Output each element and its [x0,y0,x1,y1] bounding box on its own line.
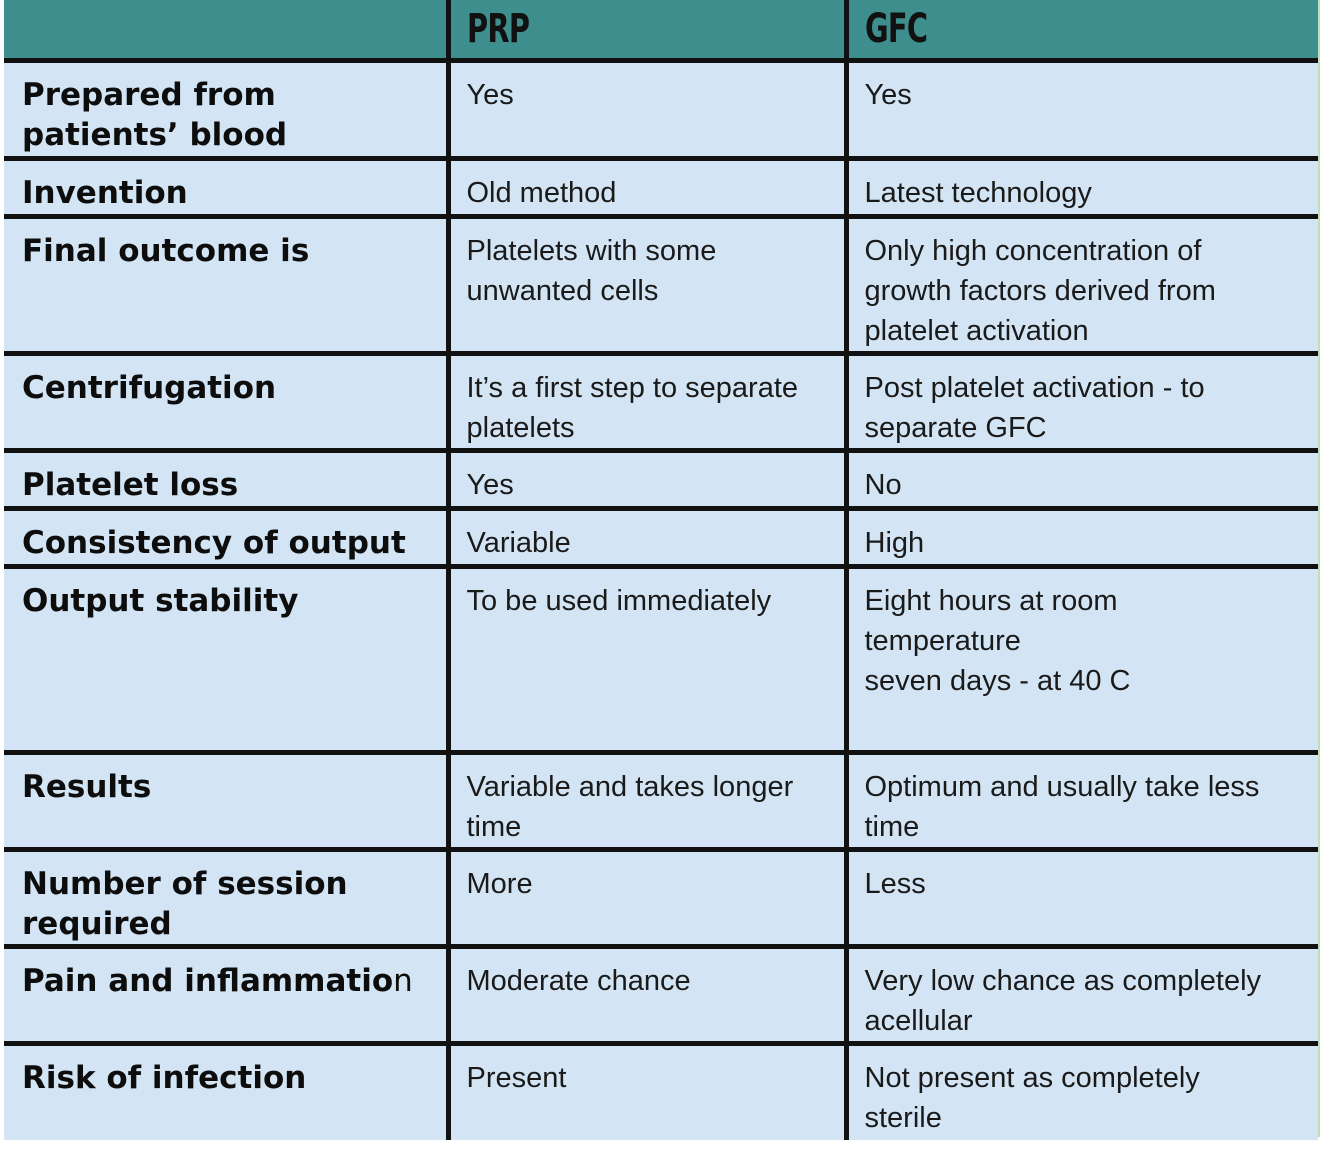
header-gfc: GFC [846,0,1318,61]
table-row [4,850,1318,947]
row-label: Invention [4,159,448,217]
gfc-cell: Very low chance as completely acellular [846,947,1318,1044]
table-row [4,217,1318,354]
prp-cell: Variable and takes longer time [448,753,846,850]
table-row [4,159,1318,217]
row-label: Platelet loss [4,451,448,509]
prp-cell: Present [448,1044,846,1140]
gfc-cell: High [846,509,1318,567]
prp-cell: Platelets with some unwanted cells [448,217,846,354]
header-corner [4,0,448,61]
gfc-cell: Only high concentration of growth factors derived from platelet activation [846,217,1318,354]
table-row [4,567,1318,753]
table-row [4,753,1318,850]
prp-cell: Yes [448,61,846,159]
row-label: Pain and inflammation [4,947,448,1044]
row-label: Number of session required [4,850,448,947]
prp-cell: Yes [448,451,846,509]
row-label: Risk of infection [4,1044,448,1140]
row-label: Results [4,753,448,850]
table-row [4,947,1318,1044]
gfc-cell: No [846,451,1318,509]
table-row [4,354,1318,451]
gfc-cell: Less [846,850,1318,947]
gfc-cell: Post platelet activation - to separate GFC [846,354,1318,451]
table-row [4,1044,1318,1140]
row-label: Output stability [4,567,448,753]
gfc-cell: Eight hours at room temperature seven days - at 40 C [846,567,1318,753]
gfc-cell: Not present as completely sterile [846,1044,1318,1140]
comparison-table [4,0,1318,1140]
row-label: Centrifugation [4,354,448,451]
gfc-cell: Yes [846,61,1318,159]
table-row [4,61,1318,159]
prp-cell: Old method [448,159,846,217]
header-prp: PRP [448,0,846,61]
prp-cell: Variable [448,509,846,567]
table-row [4,451,1318,509]
row-label: Consistency of output [4,509,448,567]
row-label: Prepared from patients’ blood [4,61,448,159]
row-label: Final outcome is [4,217,448,354]
prp-cell: Moderate chance [448,947,846,1044]
gfc-cell: Latest technology [846,159,1318,217]
table-row [4,509,1318,567]
prp-cell: It’s a first step to separate platelets [448,354,846,451]
table-header-row [4,0,1318,61]
gfc-cell: Optimum and usually take less time [846,753,1318,850]
prp-cell: More [448,850,846,947]
prp-cell: To be used immediately [448,567,846,753]
